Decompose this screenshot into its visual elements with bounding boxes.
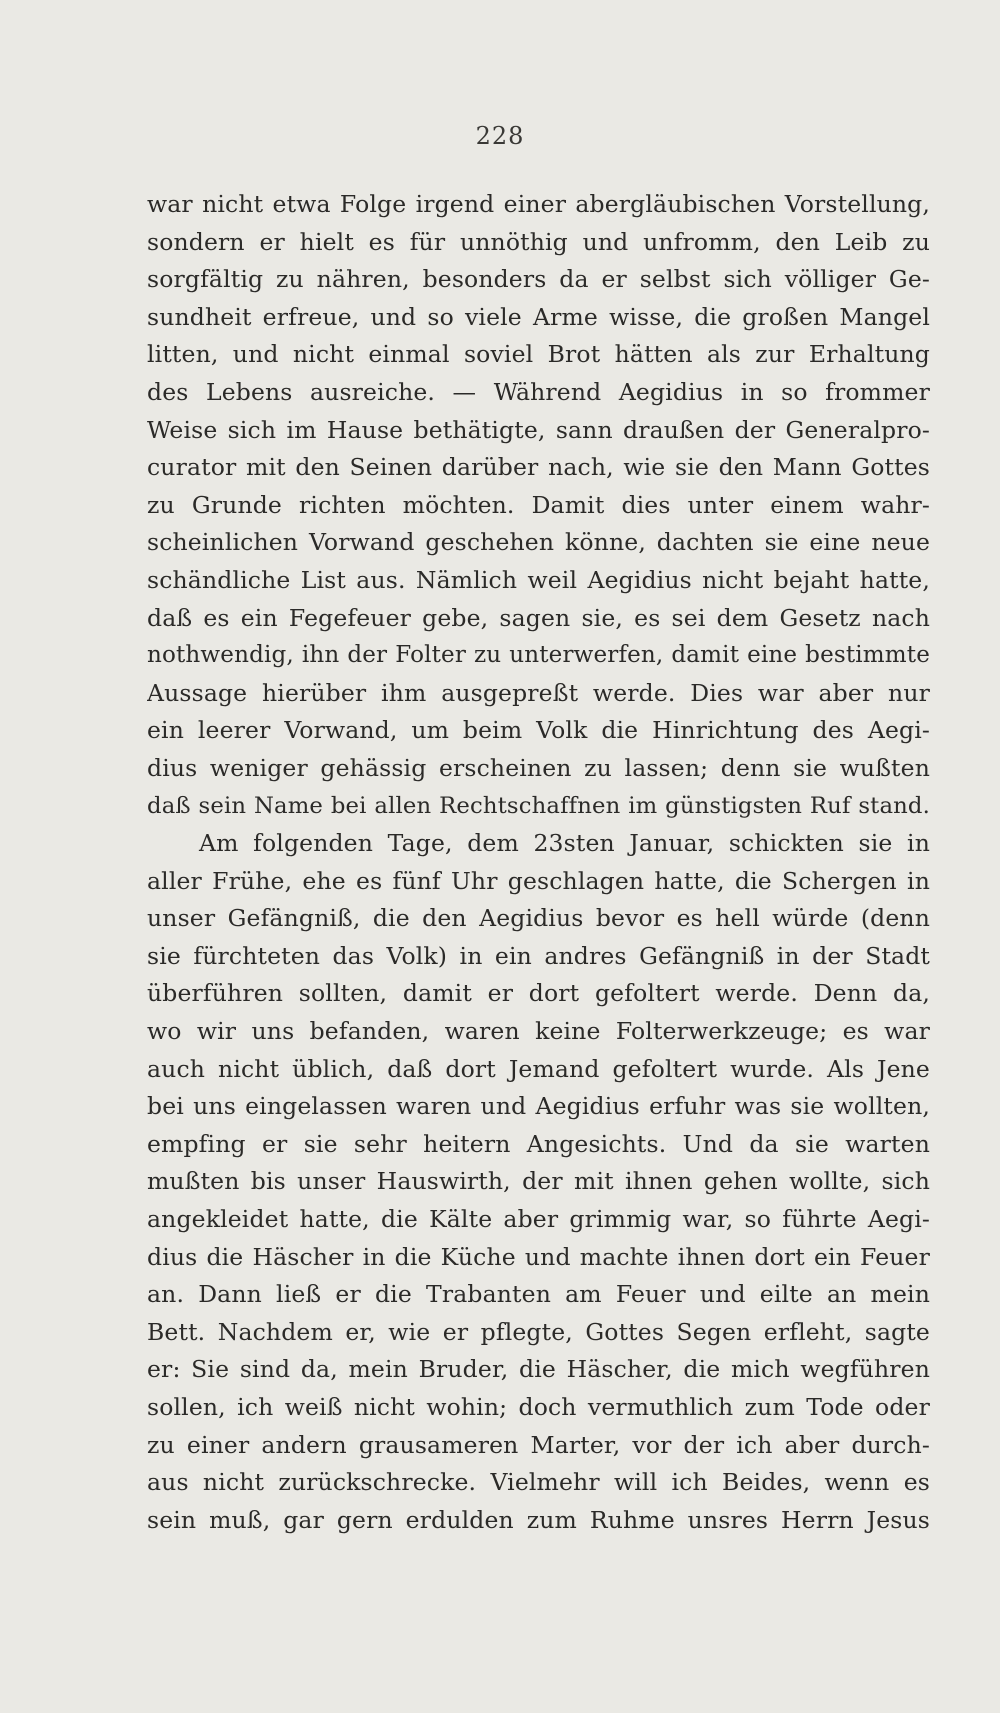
text-line: litten, und nicht einmal soviel Brot hätten als zur Erhaltung (147, 340, 930, 369)
text-line: curator mit den Seinen darüber nach, wie sie den Mann Gottes (147, 453, 930, 482)
page-number: 228 (475, 122, 525, 150)
text-line: Bett. Nachdem er, wie er pflegte, Gottes Segen erfleht, sagte (147, 1317, 930, 1346)
text-line: nothwendig, ihn der Folter zu unterwerfen, damit eine bestimmte (147, 642, 930, 669)
text-line: des Lebens ausreiche. — Während Aegidius in so frommer (147, 377, 930, 406)
text-line: sorgfältig zu nähren, besonders da er selbst sich völliger Ge- (147, 265, 930, 294)
text-line: war nicht etwa Folge irgend einer abergläubischen Vorstellung, (147, 190, 930, 218)
paragraph-start-line: Am folgenden Tage, dem 23sten Januar, schickten sie in (199, 829, 930, 858)
text-line: wo wir uns befanden, waren keine Folterwerkzeuge; es war (147, 1017, 930, 1046)
text-line: auch nicht üblich, daß dort Jemand gefoltert wurde. Als Jene (147, 1054, 930, 1083)
text-line: sondern er hielt es für unnöthig und unfromm, den Leib zu (147, 227, 930, 256)
text-line: empfing er sie sehr heitern Angesichts. Und da sie warten (147, 1129, 930, 1158)
text-line: Aussage hierüber ihm ausgepreßt werde. Dies war aber nur (147, 678, 930, 707)
text-line: dius weniger gehässig erscheinen zu lassen; denn sie wußten (147, 753, 930, 782)
text-line: aus nicht zurückschrecke. Vielmehr will ich Beides, wenn es (147, 1468, 930, 1497)
text-line: er: Sie sind da, mein Bruder, die Häscher, die mich wegführen (147, 1355, 930, 1384)
text-line: sundheit erfreue, und so viele Arme wisse, die großen Mangel (147, 302, 930, 331)
text-line: sie fürchteten das Volk) in ein andres Gefängniß in der Stadt (147, 941, 930, 970)
text-line: mußten bis unser Hauswirth, der mit ihnen gehen wollte, sich (147, 1167, 930, 1196)
text-line: ein leerer Vorwand, um beim Volk die Hinrichtung des Aegi- (147, 716, 930, 745)
text-line: zu Grunde richten möchten. Damit dies unter einem wahr- (147, 490, 930, 519)
text-line: an. Dann ließ er die Trabanten am Feuer und eilte an mein (147, 1280, 930, 1309)
text-line: sein muß, gar gern erdulden zum Ruhme unsres Herrn Jesus (147, 1505, 930, 1534)
text-line: daß sein Name bei allen Rechtschaffnen im günstigsten Ruf stand. (147, 792, 930, 819)
text-line: daß es ein Fegefeuer gebe, sagen sie, es sei dem Gesetz nach (147, 603, 930, 632)
text-line: bei uns eingelassen waren und Aegidius erfuhr was sie wollten, (147, 1092, 930, 1121)
text-line: unser Gefängniß, die den Aegidius bevor es hell würde (denn (147, 904, 930, 933)
text-line: aller Frühe, ehe es fünf Uhr geschlagen hatte, die Schergen in (147, 866, 930, 895)
text-line: scheinlichen Vorwand geschehen könne, dachten sie eine neue (147, 528, 930, 557)
body-text (147, 186, 930, 1539)
text-line: überführen sollten, damit er dort gefoltert werde. Denn da, (147, 979, 930, 1008)
text-line: schändliche List aus. Nämlich weil Aegidius nicht bejaht hatte, (147, 565, 930, 594)
text-line: dius die Häscher in die Küche und machte ihnen dort ein Feuer (147, 1242, 930, 1271)
text-line: zu einer andern grausameren Marter, vor der ich aber durch- (147, 1430, 930, 1459)
text-line: angekleidet hatte, die Kälte aber grimmig war, so führte Aegi- (147, 1205, 930, 1234)
text-line: Weise sich im Hause bethätigte, sann draußen der Generalpro- (147, 415, 930, 444)
text-line: sollen, ich weiß nicht wohin; doch vermuthlich zum Tode oder (147, 1393, 930, 1421)
